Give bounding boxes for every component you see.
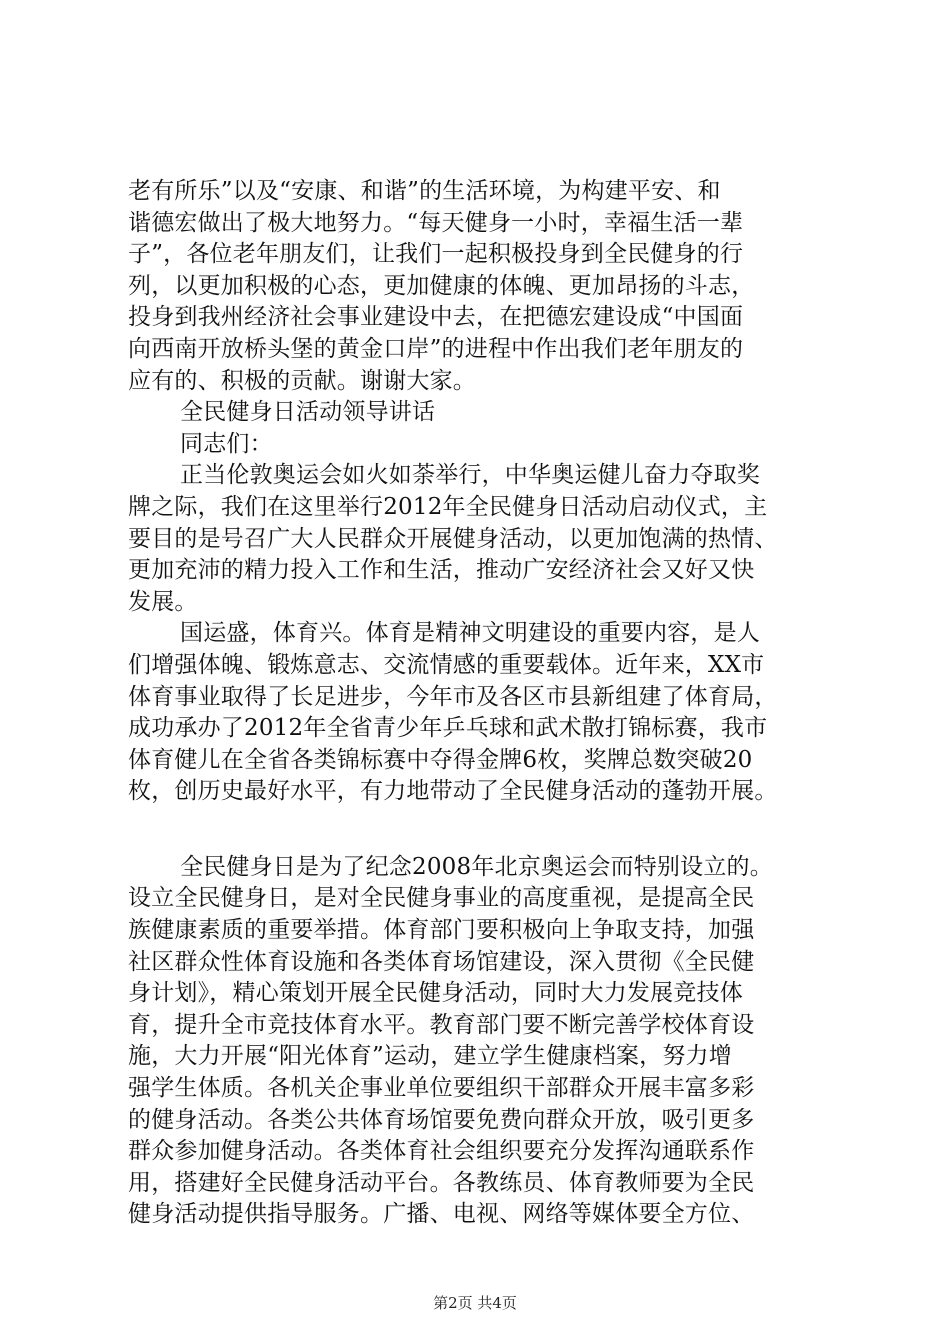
text-line: 强学生体质。各机关企事业单位要组织干部群众开展丰富多彩 [128, 1075, 755, 1102]
text-line: 同志们： [180, 430, 273, 457]
text-line: 社区群众性体育设施和各类体育场馆建设，深入贯彻《全民健 [128, 948, 755, 975]
text-line: 向西南开放桥头堡的黄金口岸”的进程中作出我们老年朋友的 [128, 335, 744, 362]
page-footer: 第2页 共4页 [433, 1294, 517, 1312]
text-line: 应有的、积极的贡献。谢谢大家。 [128, 367, 476, 394]
paragraph-gap [128, 808, 828, 852]
text-line: 谐德宏做出了极大地努力。“每天健身一小时，幸福生活一辈 [128, 209, 744, 236]
text-line: 育，提升全市竞技体育水平。教育部门要不断完善学校体育设 [128, 1011, 755, 1038]
text-line: 国运盛，体育兴。体育是精神文明建设的重要内容，是人 [180, 620, 760, 647]
paragraph [128, 429, 828, 461]
text-line: 的健身活动。各类公共体育场馆要免费向群众开放，吸引更多 [128, 1106, 755, 1133]
text-line: 们增强体魄、锻炼意志、交流情感的重要载体。近年来，XX市 [128, 651, 765, 678]
text-line: 要目的是号召广大人民群众开展健身活动，以更加饱满的热情、 [128, 525, 778, 552]
text-line: 健身活动提供指导服务。广播、电视、网络等媒体要全方位、 [128, 1201, 755, 1228]
text-line: 族健康素质的重要举措。体育部门要积极向上争取支持，加强 [128, 917, 755, 944]
text-line: 身计划》，精心策划开展全民健身活动，同时大力发展竞技体 [128, 980, 743, 1007]
text-line: 枚，创历史最好水平，有力地带动了全民健身活动的蓬勃开展。 [128, 778, 778, 805]
text-line: 体育事业取得了长足进步，今年市及各区市县新组建了体育局， [128, 683, 778, 710]
text-line: 全民健身日是为了纪念2008年北京奥运会而特别设立的。 [180, 853, 773, 880]
document-body [128, 176, 828, 1231]
text-line: 群众参加健身活动。各类体育社会组织要充分发挥沟通联系作 [128, 1138, 755, 1165]
text-line: 用，搭建好全民健身活动平台。各教练员、体育教师要为全民 [128, 1169, 755, 1196]
text-line: 发展。 [128, 588, 198, 615]
text-line: 施，大力开展“阳光体育”运动，建立学生健康档案，努力增 [128, 1043, 732, 1070]
paragraph [128, 618, 828, 808]
paragraph [128, 176, 828, 397]
text-line: 子”，各位老年朋友们，让我们一起积极投身到全民健身的行 [128, 241, 744, 268]
text-line: 体育健儿在全省各类锦标赛中夺得金牌6枚，奖牌总数突破20 [128, 746, 753, 773]
text-line: 设立全民健身日，是对全民健身事业的高度重视，是提高全民 [128, 885, 755, 912]
text-line: 正当伦敦奥运会如火如荼举行，中华奥运健儿奋力夺取奖 [180, 462, 760, 489]
text-line: 全民健身日活动领导讲话 [180, 399, 436, 426]
text-line: 更加充沛的精力投入工作和生活，推动广安经济社会又好又快 [128, 557, 755, 584]
text-line: 列，以更加积极的心态，更加健康的体魄、更加昂扬的斗志， [128, 272, 755, 299]
text-line: 成功承办了2012年全省青少年乒乓球和武术散打锦标赛，我市 [128, 715, 768, 742]
paragraph [128, 460, 828, 618]
paragraph [128, 852, 828, 1231]
text-line: 牌之际，我们在这里举行2012年全民健身日活动启动仪式，主 [128, 493, 768, 520]
text-line: 投身到我州经济社会事业建设中去，在把德宏建设成“中国面 [128, 304, 744, 331]
text-line: 老有所乐”以及“安康、和谐”的生活环境，为构建平安、和 [128, 178, 721, 204]
paragraph [128, 397, 828, 429]
